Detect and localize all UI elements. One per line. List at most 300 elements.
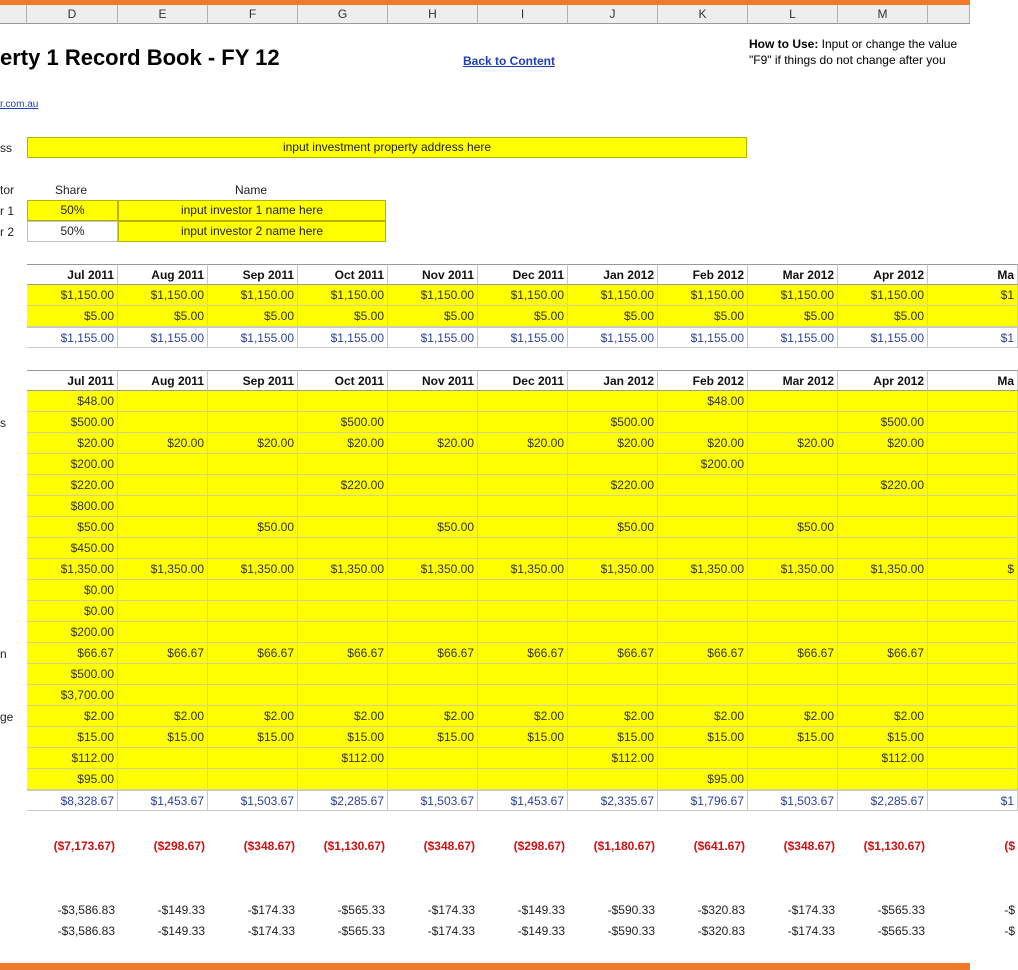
column-header[interactable]: J bbox=[568, 5, 658, 23]
table-cell[interactable]: $2.00 bbox=[658, 706, 748, 727]
table-cell[interactable]: $500.00 bbox=[568, 412, 658, 433]
table-cell[interactable]: Nov 2011 bbox=[388, 370, 478, 391]
table-cell[interactable]: $1,150.00 bbox=[838, 285, 928, 306]
table-cell[interactable]: -$320.83 bbox=[658, 900, 748, 921]
table-cell[interactable]: -$149.33 bbox=[118, 921, 208, 942]
table-cell[interactable] bbox=[388, 601, 478, 622]
table-cell[interactable]: Nov 2011 bbox=[388, 264, 478, 285]
column-header[interactable]: G bbox=[298, 5, 388, 23]
table-cell[interactable]: Feb 2012 bbox=[658, 370, 748, 391]
table-cell[interactable]: -$3,586.83 bbox=[27, 900, 118, 921]
table-cell[interactable]: $95.00 bbox=[27, 769, 118, 790]
table-cell[interactable]: $66.67 bbox=[568, 643, 658, 664]
table-cell[interactable]: -$320.83 bbox=[658, 921, 748, 942]
table-cell[interactable] bbox=[748, 391, 838, 412]
table-cell[interactable]: $1,155.00 bbox=[388, 327, 478, 348]
table-cell[interactable] bbox=[298, 496, 388, 517]
table-cell[interactable]: Dec 2011 bbox=[478, 264, 568, 285]
table-cell[interactable]: $500.00 bbox=[838, 412, 928, 433]
table-cell[interactable]: $1,155.00 bbox=[27, 327, 118, 348]
table-cell[interactable] bbox=[388, 391, 478, 412]
column-header[interactable]: H bbox=[388, 5, 478, 23]
table-cell[interactable]: $1,150.00 bbox=[658, 285, 748, 306]
table-cell[interactable] bbox=[208, 601, 298, 622]
table-cell[interactable] bbox=[568, 580, 658, 601]
table-cell[interactable]: -$174.33 bbox=[388, 921, 478, 942]
table-cell[interactable] bbox=[838, 580, 928, 601]
table-cell[interactable]: $2.00 bbox=[118, 706, 208, 727]
table-cell[interactable]: $112.00 bbox=[298, 748, 388, 769]
table-cell[interactable]: $2,285.67 bbox=[838, 790, 928, 811]
table-cell[interactable]: $66.67 bbox=[388, 643, 478, 664]
table-cell[interactable] bbox=[748, 580, 838, 601]
table-cell[interactable]: $66.67 bbox=[748, 643, 838, 664]
table-cell[interactable] bbox=[298, 580, 388, 601]
table-cell[interactable] bbox=[838, 517, 928, 538]
table-cell[interactable]: $500.00 bbox=[27, 664, 118, 685]
table-cell[interactable] bbox=[388, 454, 478, 475]
table-cell[interactable]: $1,150.00 bbox=[388, 285, 478, 306]
table-cell[interactable]: -$174.33 bbox=[388, 900, 478, 921]
table-cell[interactable]: $48.00 bbox=[27, 391, 118, 412]
table-cell[interactable]: $1,155.00 bbox=[568, 327, 658, 348]
table-cell[interactable] bbox=[298, 454, 388, 475]
table-cell[interactable] bbox=[208, 454, 298, 475]
table-cell[interactable] bbox=[118, 454, 208, 475]
table-cell[interactable]: $1,453.67 bbox=[478, 790, 568, 811]
table-cell[interactable] bbox=[658, 748, 748, 769]
table-cell[interactable]: $220.00 bbox=[568, 475, 658, 496]
table-cell[interactable]: -$174.33 bbox=[208, 921, 298, 942]
table-cell[interactable] bbox=[568, 538, 658, 559]
table-cell[interactable] bbox=[298, 601, 388, 622]
table-cell[interactable] bbox=[748, 664, 838, 685]
table-cell[interactable]: $5.00 bbox=[748, 306, 838, 327]
table-cell[interactable]: Sep 2011 bbox=[208, 264, 298, 285]
table-cell[interactable]: $2.00 bbox=[838, 706, 928, 727]
table-cell[interactable]: $20.00 bbox=[478, 433, 568, 454]
table-cell[interactable]: $20.00 bbox=[388, 433, 478, 454]
table-cell[interactable] bbox=[928, 538, 1018, 559]
table-cell[interactable]: Dec 2011 bbox=[478, 370, 568, 391]
table-cell[interactable]: Apr 2012 bbox=[838, 264, 928, 285]
table-cell[interactable]: -$590.33 bbox=[568, 921, 658, 942]
table-cell[interactable] bbox=[928, 664, 1018, 685]
table-cell[interactable] bbox=[658, 496, 748, 517]
table-cell[interactable]: $220.00 bbox=[298, 475, 388, 496]
table-cell[interactable]: $5.00 bbox=[838, 306, 928, 327]
table-cell[interactable]: $1,150.00 bbox=[27, 285, 118, 306]
table-cell[interactable]: $5.00 bbox=[658, 306, 748, 327]
table-cell[interactable] bbox=[208, 664, 298, 685]
table-cell[interactable] bbox=[388, 475, 478, 496]
table-cell[interactable]: Aug 2011 bbox=[118, 370, 208, 391]
table-cell[interactable]: $3,700.00 bbox=[27, 685, 118, 706]
table-cell[interactable] bbox=[928, 391, 1018, 412]
table-cell[interactable] bbox=[568, 496, 658, 517]
table-cell[interactable]: -$174.33 bbox=[748, 900, 838, 921]
table-cell[interactable]: $1,155.00 bbox=[298, 327, 388, 348]
table-cell[interactable]: Feb 2012 bbox=[658, 264, 748, 285]
table-cell[interactable] bbox=[928, 769, 1018, 790]
table-cell[interactable]: $200.00 bbox=[27, 454, 118, 475]
table-cell[interactable] bbox=[478, 664, 568, 685]
table-cell[interactable]: $66.67 bbox=[838, 643, 928, 664]
table-cell[interactable]: $0.00 bbox=[27, 601, 118, 622]
table-cell[interactable] bbox=[388, 538, 478, 559]
investor-1-name-input[interactable]: input investor 1 name here bbox=[118, 200, 386, 221]
table-cell[interactable] bbox=[928, 433, 1018, 454]
table-cell[interactable]: $5.00 bbox=[568, 306, 658, 327]
table-cell[interactable]: -$149.33 bbox=[118, 900, 208, 921]
table-cell[interactable]: Apr 2012 bbox=[838, 370, 928, 391]
table-cell[interactable] bbox=[208, 685, 298, 706]
table-cell[interactable] bbox=[658, 475, 748, 496]
table-cell[interactable] bbox=[928, 475, 1018, 496]
table-cell[interactable] bbox=[208, 769, 298, 790]
table-cell[interactable] bbox=[298, 769, 388, 790]
table-cell[interactable]: -$590.33 bbox=[568, 900, 658, 921]
table-cell[interactable]: ($348.67) bbox=[748, 836, 838, 857]
table-cell[interactable]: ($7,173.67) bbox=[27, 836, 118, 857]
table-cell[interactable]: ($348.67) bbox=[208, 836, 298, 857]
table-cell[interactable] bbox=[478, 391, 568, 412]
table-cell[interactable]: $1,150.00 bbox=[748, 285, 838, 306]
table-cell[interactable] bbox=[568, 769, 658, 790]
table-cell[interactable]: $1,155.00 bbox=[118, 327, 208, 348]
table-cell[interactable] bbox=[388, 580, 478, 601]
table-cell[interactable]: $2.00 bbox=[208, 706, 298, 727]
table-cell[interactable] bbox=[748, 769, 838, 790]
investor-2-name-input[interactable]: input investor 2 name here bbox=[118, 221, 386, 242]
table-cell[interactable]: $1,350.00 bbox=[27, 559, 118, 580]
table-cell[interactable] bbox=[568, 601, 658, 622]
table-cell[interactable] bbox=[838, 685, 928, 706]
table-cell[interactable]: $20.00 bbox=[838, 433, 928, 454]
table-cell[interactable] bbox=[748, 496, 838, 517]
table-cell[interactable] bbox=[928, 580, 1018, 601]
table-cell[interactable]: $1,350.00 bbox=[118, 559, 208, 580]
table-cell[interactable]: $112.00 bbox=[27, 748, 118, 769]
table-cell[interactable]: $5.00 bbox=[208, 306, 298, 327]
table-cell[interactable]: $20.00 bbox=[118, 433, 208, 454]
table-cell[interactable] bbox=[118, 412, 208, 433]
table-cell[interactable]: $20.00 bbox=[298, 433, 388, 454]
table-cell[interactable] bbox=[568, 664, 658, 685]
table-cell[interactable]: $5.00 bbox=[118, 306, 208, 327]
table-cell[interactable] bbox=[928, 412, 1018, 433]
table-cell[interactable] bbox=[478, 517, 568, 538]
table-cell[interactable]: $66.67 bbox=[118, 643, 208, 664]
table-cell[interactable]: Oct 2011 bbox=[298, 370, 388, 391]
table-cell[interactable]: $15.00 bbox=[478, 727, 568, 748]
table-cell[interactable] bbox=[208, 391, 298, 412]
table-cell[interactable] bbox=[208, 412, 298, 433]
table-cell[interactable] bbox=[118, 475, 208, 496]
table-cell[interactable]: Oct 2011 bbox=[298, 264, 388, 285]
table-cell[interactable]: $50.00 bbox=[568, 517, 658, 538]
table-cell[interactable]: $1,155.00 bbox=[208, 327, 298, 348]
table-cell[interactable]: $8,328.67 bbox=[27, 790, 118, 811]
table-cell[interactable]: $220.00 bbox=[27, 475, 118, 496]
table-cell[interactable]: -$ bbox=[928, 900, 1018, 921]
table-cell[interactable]: $2.00 bbox=[478, 706, 568, 727]
table-cell[interactable] bbox=[748, 538, 838, 559]
table-cell[interactable] bbox=[208, 748, 298, 769]
table-cell[interactable]: $200.00 bbox=[658, 454, 748, 475]
table-cell[interactable] bbox=[928, 685, 1018, 706]
table-cell[interactable] bbox=[658, 622, 748, 643]
table-cell[interactable] bbox=[388, 748, 478, 769]
table-cell[interactable]: $50.00 bbox=[27, 517, 118, 538]
table-cell[interactable]: $15.00 bbox=[838, 727, 928, 748]
table-cell[interactable]: $1 bbox=[928, 285, 1018, 306]
table-cell[interactable]: $500.00 bbox=[298, 412, 388, 433]
table-cell[interactable] bbox=[568, 454, 658, 475]
table-cell[interactable] bbox=[118, 601, 208, 622]
table-cell[interactable]: $2.00 bbox=[568, 706, 658, 727]
table-cell[interactable] bbox=[478, 580, 568, 601]
table-cell[interactable]: Mar 2012 bbox=[748, 370, 838, 391]
table-cell[interactable] bbox=[208, 580, 298, 601]
column-header[interactable]: K bbox=[658, 5, 748, 23]
table-cell[interactable] bbox=[748, 412, 838, 433]
table-cell[interactable] bbox=[658, 580, 748, 601]
table-cell[interactable] bbox=[838, 664, 928, 685]
table-cell[interactable]: Ma bbox=[928, 370, 1018, 391]
table-cell[interactable] bbox=[658, 601, 748, 622]
table-cell[interactable] bbox=[838, 454, 928, 475]
table-cell[interactable]: -$3,586.83 bbox=[27, 921, 118, 942]
table-cell[interactable] bbox=[478, 454, 568, 475]
table-cell[interactable]: $20.00 bbox=[27, 433, 118, 454]
table-cell[interactable]: -$565.33 bbox=[838, 921, 928, 942]
table-cell[interactable]: $95.00 bbox=[658, 769, 748, 790]
table-cell[interactable]: $1,150.00 bbox=[478, 285, 568, 306]
table-cell[interactable]: $1,350.00 bbox=[388, 559, 478, 580]
table-cell[interactable]: $1 bbox=[928, 327, 1018, 348]
table-cell[interactable]: $450.00 bbox=[27, 538, 118, 559]
table-cell[interactable]: $15.00 bbox=[748, 727, 838, 748]
table-cell[interactable]: Mar 2012 bbox=[748, 264, 838, 285]
table-cell[interactable]: $1,503.67 bbox=[748, 790, 838, 811]
table-cell[interactable]: ($298.67) bbox=[118, 836, 208, 857]
table-cell[interactable]: $20.00 bbox=[748, 433, 838, 454]
table-cell[interactable]: $220.00 bbox=[838, 475, 928, 496]
table-cell[interactable] bbox=[838, 391, 928, 412]
table-cell[interactable]: $1,350.00 bbox=[568, 559, 658, 580]
table-cell[interactable] bbox=[748, 475, 838, 496]
table-cell[interactable]: $1,350.00 bbox=[838, 559, 928, 580]
table-cell[interactable]: $1,155.00 bbox=[478, 327, 568, 348]
table-cell[interactable] bbox=[208, 496, 298, 517]
back-to-content-link[interactable]: Back to Content bbox=[463, 54, 556, 68]
column-header[interactable] bbox=[928, 5, 970, 23]
table-cell[interactable] bbox=[838, 538, 928, 559]
table-cell[interactable] bbox=[298, 685, 388, 706]
table-cell[interactable]: $1,350.00 bbox=[298, 559, 388, 580]
table-cell[interactable] bbox=[118, 685, 208, 706]
table-cell[interactable] bbox=[298, 664, 388, 685]
table-cell[interactable]: $5.00 bbox=[27, 306, 118, 327]
table-cell[interactable] bbox=[748, 748, 838, 769]
table-cell[interactable] bbox=[928, 622, 1018, 643]
table-cell[interactable]: -$149.33 bbox=[478, 921, 568, 942]
table-cell[interactable]: $112.00 bbox=[838, 748, 928, 769]
table-cell[interactable]: ($348.67) bbox=[388, 836, 478, 857]
table-cell[interactable]: $50.00 bbox=[748, 517, 838, 538]
table-cell[interactable]: $20.00 bbox=[568, 433, 658, 454]
table-cell[interactable] bbox=[208, 538, 298, 559]
table-cell[interactable] bbox=[118, 748, 208, 769]
column-header[interactable]: I bbox=[478, 5, 568, 23]
table-cell[interactable] bbox=[478, 475, 568, 496]
table-cell[interactable] bbox=[478, 622, 568, 643]
table-cell[interactable] bbox=[478, 769, 568, 790]
table-cell[interactable] bbox=[388, 685, 478, 706]
table-cell[interactable]: Jan 2012 bbox=[568, 264, 658, 285]
table-cell[interactable] bbox=[208, 622, 298, 643]
table-cell[interactable]: $66.67 bbox=[478, 643, 568, 664]
table-cell[interactable]: $1,350.00 bbox=[208, 559, 298, 580]
column-header[interactable]: D bbox=[27, 5, 118, 23]
table-cell[interactable]: -$565.33 bbox=[298, 921, 388, 942]
table-cell[interactable]: $1,150.00 bbox=[118, 285, 208, 306]
table-cell[interactable]: $1,150.00 bbox=[568, 285, 658, 306]
table-cell[interactable] bbox=[568, 391, 658, 412]
column-header[interactable]: F bbox=[208, 5, 298, 23]
table-cell[interactable]: -$174.33 bbox=[748, 921, 838, 942]
property-address-input[interactable]: input investment property address here bbox=[27, 137, 747, 158]
table-cell[interactable]: -$ bbox=[928, 921, 1018, 942]
table-cell[interactable] bbox=[478, 601, 568, 622]
table-cell[interactable]: Jul 2011 bbox=[27, 264, 118, 285]
table-cell[interactable] bbox=[928, 496, 1018, 517]
table-cell[interactable]: $15.00 bbox=[568, 727, 658, 748]
table-cell[interactable] bbox=[118, 664, 208, 685]
table-cell[interactable] bbox=[838, 496, 928, 517]
table-cell[interactable]: $50.00 bbox=[208, 517, 298, 538]
table-cell[interactable]: $0.00 bbox=[27, 580, 118, 601]
table-cell[interactable] bbox=[928, 601, 1018, 622]
table-cell[interactable]: $200.00 bbox=[27, 622, 118, 643]
table-cell[interactable] bbox=[748, 601, 838, 622]
investor-1-share-input[interactable]: 50% bbox=[27, 200, 118, 221]
table-cell[interactable]: $1,796.67 bbox=[658, 790, 748, 811]
table-cell[interactable]: $1,350.00 bbox=[748, 559, 838, 580]
table-cell[interactable]: $66.67 bbox=[298, 643, 388, 664]
table-cell[interactable]: ($1,130.67) bbox=[298, 836, 388, 857]
table-cell[interactable]: $15.00 bbox=[27, 727, 118, 748]
column-header[interactable]: M bbox=[838, 5, 928, 23]
table-cell[interactable] bbox=[838, 622, 928, 643]
table-cell[interactable] bbox=[658, 685, 748, 706]
table-cell[interactable] bbox=[928, 517, 1018, 538]
table-cell[interactable]: $15.00 bbox=[208, 727, 298, 748]
table-cell[interactable]: $15.00 bbox=[118, 727, 208, 748]
table-cell[interactable] bbox=[928, 706, 1018, 727]
table-cell[interactable] bbox=[658, 517, 748, 538]
website-link[interactable]: r.com.au bbox=[0, 99, 39, 110]
table-cell[interactable]: $2,285.67 bbox=[298, 790, 388, 811]
table-cell[interactable]: $66.67 bbox=[208, 643, 298, 664]
table-cell[interactable] bbox=[928, 454, 1018, 475]
table-cell[interactable] bbox=[118, 580, 208, 601]
table-cell[interactable] bbox=[388, 664, 478, 685]
table-cell[interactable]: $1,155.00 bbox=[748, 327, 838, 348]
table-cell[interactable] bbox=[298, 391, 388, 412]
table-cell[interactable]: $2.00 bbox=[298, 706, 388, 727]
table-cell[interactable] bbox=[658, 538, 748, 559]
table-cell[interactable] bbox=[658, 664, 748, 685]
table-cell[interactable] bbox=[478, 496, 568, 517]
investor-2-share-input[interactable]: 50% bbox=[27, 221, 118, 242]
table-cell[interactable] bbox=[748, 622, 838, 643]
table-cell[interactable]: $2.00 bbox=[748, 706, 838, 727]
table-cell[interactable] bbox=[208, 475, 298, 496]
table-cell[interactable]: $1,150.00 bbox=[208, 285, 298, 306]
table-cell[interactable]: $1,503.67 bbox=[208, 790, 298, 811]
table-cell[interactable] bbox=[298, 538, 388, 559]
column-header[interactable]: E bbox=[118, 5, 208, 23]
column-header[interactable]: L bbox=[748, 5, 838, 23]
table-cell[interactable]: $50.00 bbox=[388, 517, 478, 538]
table-cell[interactable]: $1,155.00 bbox=[658, 327, 748, 348]
table-cell[interactable] bbox=[478, 412, 568, 433]
table-cell[interactable] bbox=[928, 306, 1018, 327]
table-cell[interactable] bbox=[478, 685, 568, 706]
table-cell[interactable] bbox=[118, 769, 208, 790]
table-cell[interactable]: -$565.33 bbox=[838, 900, 928, 921]
table-cell[interactable]: $66.67 bbox=[27, 643, 118, 664]
table-cell[interactable] bbox=[118, 391, 208, 412]
table-cell[interactable] bbox=[388, 622, 478, 643]
table-cell[interactable]: -$565.33 bbox=[298, 900, 388, 921]
table-cell[interactable] bbox=[118, 496, 208, 517]
table-cell[interactable]: ($298.67) bbox=[478, 836, 568, 857]
table-cell[interactable]: -$174.33 bbox=[208, 900, 298, 921]
table-cell[interactable]: $20.00 bbox=[658, 433, 748, 454]
table-cell[interactable]: Sep 2011 bbox=[208, 370, 298, 391]
table-cell[interactable]: $800.00 bbox=[27, 496, 118, 517]
table-cell[interactable] bbox=[928, 727, 1018, 748]
table-cell[interactable] bbox=[838, 769, 928, 790]
table-cell[interactable]: Aug 2011 bbox=[118, 264, 208, 285]
table-cell[interactable]: ($641.67) bbox=[658, 836, 748, 857]
table-cell[interactable]: $5.00 bbox=[298, 306, 388, 327]
table-cell[interactable]: $1,503.67 bbox=[388, 790, 478, 811]
table-cell[interactable]: $1,350.00 bbox=[478, 559, 568, 580]
table-cell[interactable]: $15.00 bbox=[658, 727, 748, 748]
table-cell[interactable]: Jul 2011 bbox=[27, 370, 118, 391]
table-cell[interactable]: $1 bbox=[928, 790, 1018, 811]
table-cell[interactable]: $ bbox=[928, 559, 1018, 580]
table-cell[interactable] bbox=[118, 517, 208, 538]
table-cell[interactable] bbox=[928, 643, 1018, 664]
table-cell[interactable]: $5.00 bbox=[388, 306, 478, 327]
table-cell[interactable] bbox=[568, 622, 658, 643]
table-cell[interactable] bbox=[388, 496, 478, 517]
table-cell[interactable] bbox=[928, 748, 1018, 769]
table-cell[interactable]: $2.00 bbox=[388, 706, 478, 727]
table-cell[interactable]: $1,350.00 bbox=[658, 559, 748, 580]
table-cell[interactable]: -$149.33 bbox=[478, 900, 568, 921]
table-cell[interactable] bbox=[568, 685, 658, 706]
table-cell[interactable]: $112.00 bbox=[568, 748, 658, 769]
table-cell[interactable] bbox=[838, 601, 928, 622]
table-cell[interactable] bbox=[658, 412, 748, 433]
table-cell[interactable]: $15.00 bbox=[388, 727, 478, 748]
